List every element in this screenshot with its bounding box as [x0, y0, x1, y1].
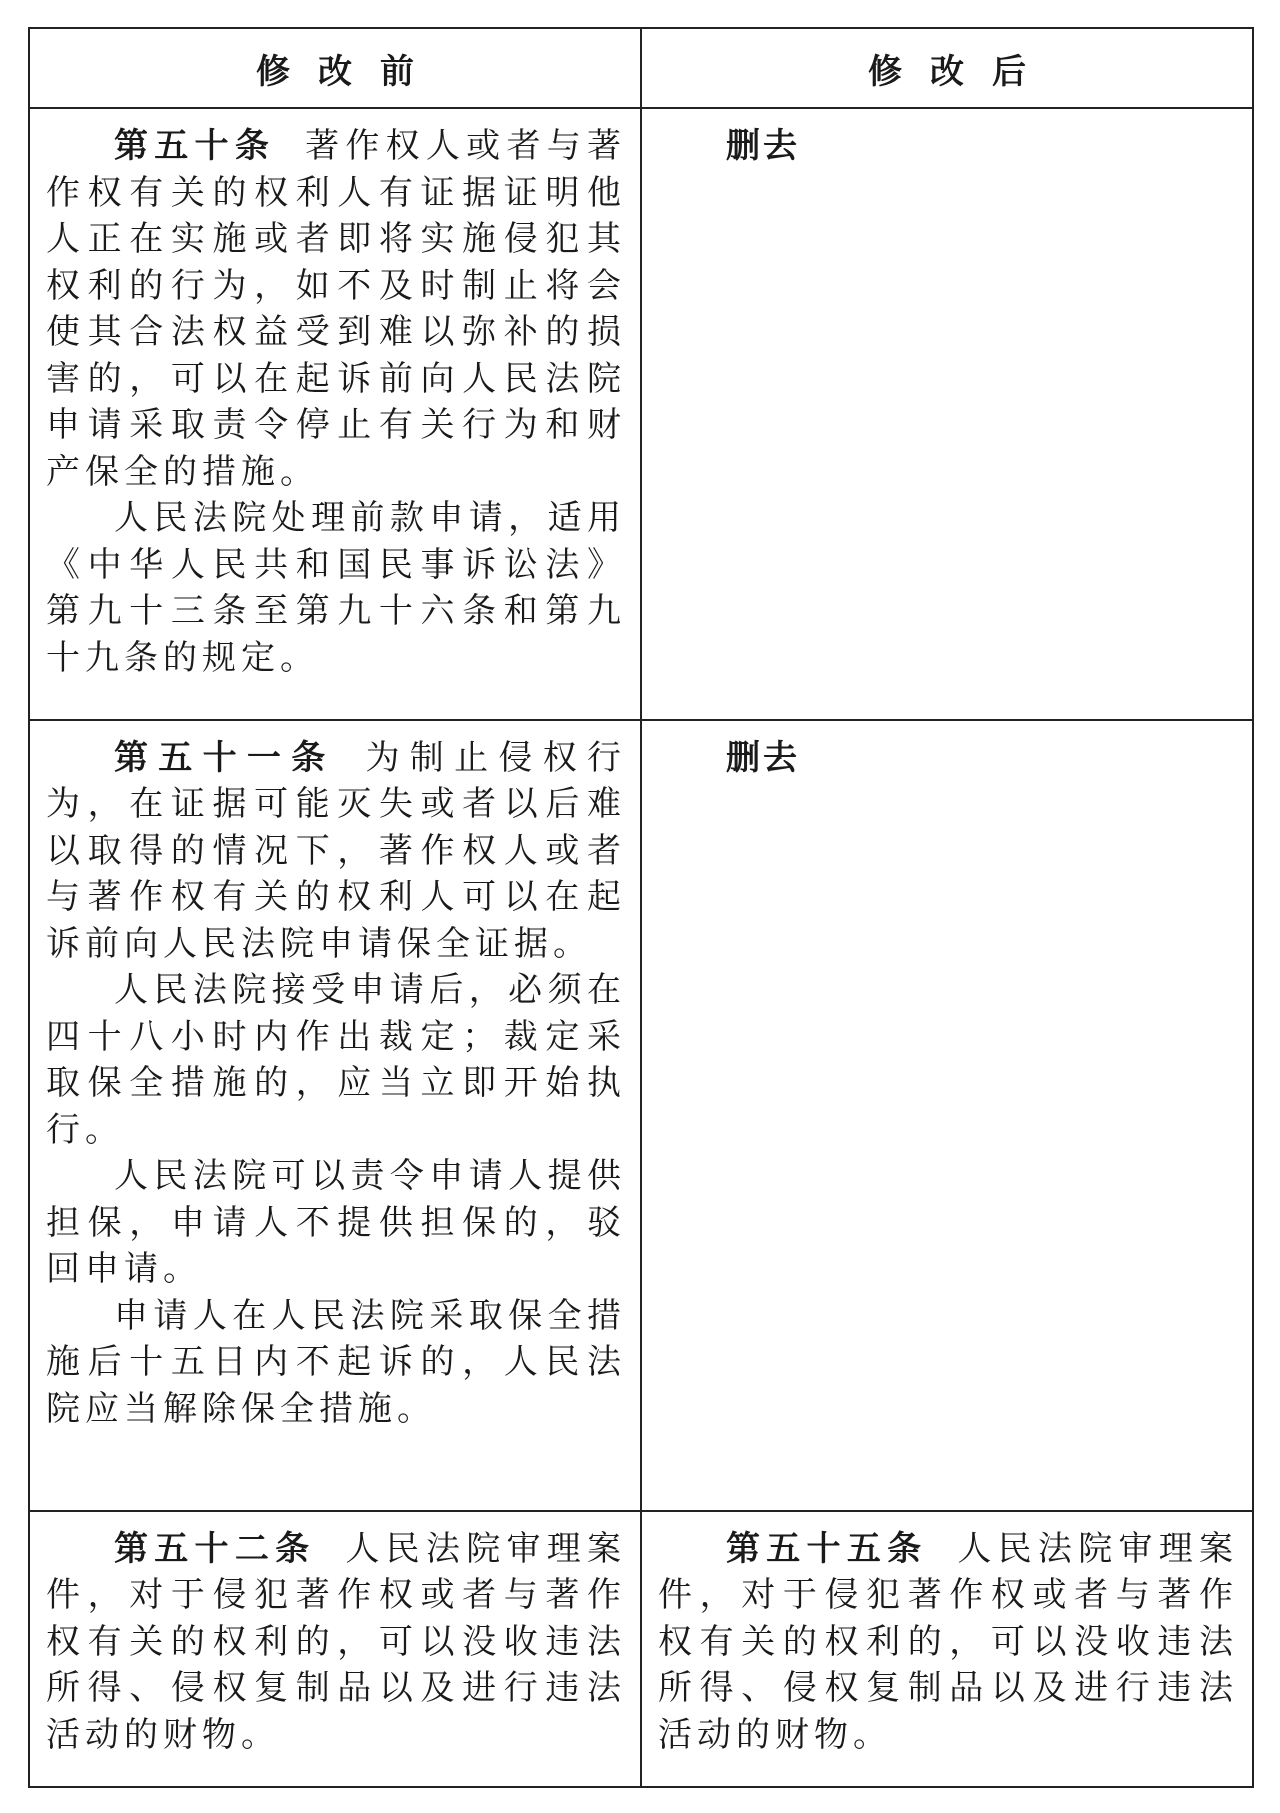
paragraph — [658, 1526, 1238, 1759]
paragraph-text: 人民法院审理案件，对于侵犯著作权或者与著作权有关的权利的，可以没收违法所得、侵权复制品以及进行违法活动的财物。 — [46, 1528, 627, 1755]
before-cell — [29, 108, 641, 720]
deleted-label: 删去 — [726, 737, 800, 778]
article-number: 第五十一条 — [114, 737, 336, 778]
paragraph: 人民法院可以责令申请人提供担保，申请人不提供担保的，驳回申请。 — [46, 1156, 626, 1290]
table-row — [29, 108, 1253, 720]
paragraph-text: 著作权人或者与著作权有关的权利人有证据证明他人正在实施或者即将实施侵犯其权利的行为，如不及时制止将会使其合法权益受到难以弥补的损害的，可以在起诉前向人民法院申请采取责令停止有关行为和财产保全的措施。 — [46, 126, 627, 492]
header-after: 修改后 — [641, 28, 1253, 108]
paragraph: 人民法院处理前款申请，适用《中华人民共和国民事诉讼法》第九十三条至第九十六条和第九十九条的规定。 — [46, 498, 626, 678]
paragraph: 人民法院接受申请后，必须在四十八小时内作出裁定；裁定采取保全措施的，应当立即开始执行。 — [46, 970, 626, 1150]
article-number: 第五十五条 — [726, 1528, 928, 1569]
article-number: 第五十条 — [114, 126, 276, 166]
comparison-table — [28, 27, 1254, 1788]
paragraph — [46, 735, 626, 968]
after-cell — [641, 720, 1253, 1511]
paragraph — [46, 1526, 626, 1759]
before-cell — [29, 720, 641, 1511]
table-row — [29, 1511, 1253, 1787]
header-row — [29, 28, 1253, 108]
paragraph-text: 人民法院审理案件，对于侵犯著作权或者与著作权有关的权利的，可以没收违法所得、侵权复制品以及进行违法活动的财物。 — [658, 1528, 1239, 1755]
deleted-label: 删去 — [726, 126, 800, 166]
article-number: 第五十二条 — [114, 1528, 316, 1569]
header-before: 修改前 — [29, 28, 641, 108]
after-cell — [641, 1511, 1253, 1787]
paragraph — [46, 123, 626, 495]
before-cell — [29, 1511, 641, 1787]
paragraph-text: 为制止侵权行为，在证据可能灭失或者以后难以取得的情况下，著作权人或者与著作权有关的权利人可以在起诉前向人民法院申请保全证据。 — [46, 737, 626, 964]
after-cell — [641, 108, 1253, 720]
table-row — [29, 720, 1253, 1511]
paragraph: 申请人在人民法院采取保全措施后十五日内不起诉的，人民法院应当解除保全措施。 — [46, 1295, 626, 1429]
